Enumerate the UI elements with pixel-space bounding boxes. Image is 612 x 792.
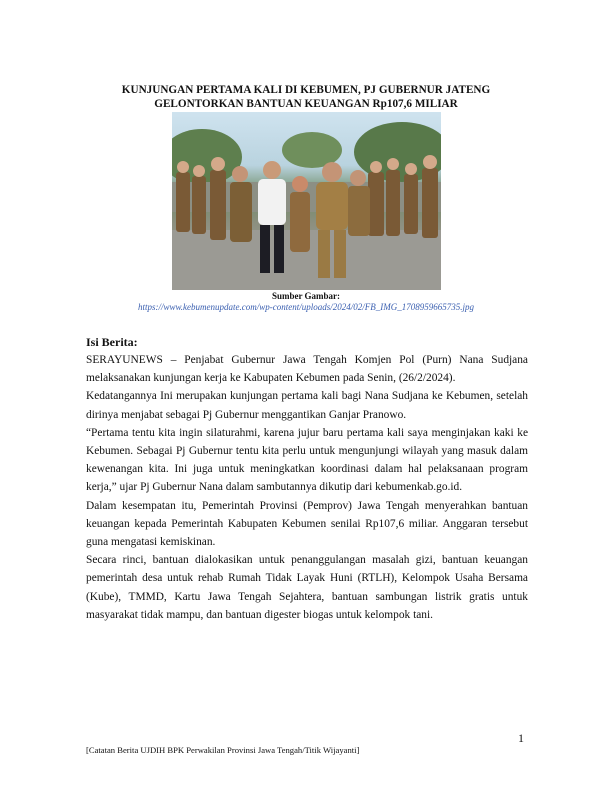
article-body: [86, 351, 528, 624]
news-photo-illustration: [172, 112, 441, 290]
paragraph: Secara rinci, bantuan dialokasikan untuk penanggulangan masalah gizi, bantuan keuangan pemerintah desa untuk rehab Rumah Tidak Layak Huni (RTLH), Kelompok Usaha Bersama (Kube), TMMD, Kartu Jawa Tengah Sejahtera, bantuan sambungan listrik gratis untuk masyarakat tidak mampu, dan bantuan digester biogas untuk kelompok tani.: [86, 554, 528, 621]
paragraph: Kedatangannya Ini merupakan kunjungan pertama kali bagi Nana Sudjana ke Kebumen, setelah dirinya menjabat sebagai Pj Gubernur menggantikan Ganjar Pranowo.: [86, 390, 528, 421]
image-source-label: Sumber Gambar:: [271, 291, 341, 301]
person-hijab: [290, 176, 310, 252]
page-number: 1: [518, 731, 524, 745]
image-source-url[interactable]: https://www.kebumenupdate.com/wp-content/uploads/2024/02/FB_IMG_1708959665735.jpg: [137, 302, 475, 312]
page-title: [90, 83, 522, 111]
title-line-1: KUNJUNGAN PERTAMA KALI DI KEBUMEN, PJ GUBERNUR JATENG: [121, 84, 491, 96]
paragraph: Dalam kesempatan itu, Pemerintah Provinsi (Pemprov) Jawa Tengah menyerahkan bantuan keuangan kepada Pemerintah Kabupaten Kebumen senilai Rp107,6 miliar. Anggaran tersebut guna mengatasi kemiskinan.: [86, 499, 528, 549]
title-line-2: GELONTORKAN BANTUAN KEUANGAN Rp107,6 MILIAR: [154, 98, 458, 110]
person-left: [230, 166, 252, 242]
paragraph: “Pertama tentu kita ingin silaturahmi, karena jujur baru pertama kali saya menginjakan kaki ke Kebumen. Sebagai Pj Gubernur tentu kita perlu untuk mengunjungi wilayah yang masuk dalam kewenangan kita. Ini juga untuk meningkatkan koordinasi dalam hal pelaksanaan program kerja,” ujar Pj Gubernur Nana dalam sambutannya dikutip dari kebumenkab.go.id.: [86, 426, 528, 494]
news-photo: [172, 112, 441, 290]
paragraph: SERAYUNEWS – Penjabat Gubernur Jawa Tengah Komjen Pol (Purn) Nana Sudjana melaksanakan kunjungan kerja ke Kabupaten Kebumen pada Senin, (26/2/2024).: [86, 354, 528, 385]
section-heading: Isi Berita:: [86, 335, 138, 349]
footer-note: [Catatan Berita UJDIH BPK Perwakilan Provinsi Jawa Tengah/Titik Wijayanti]: [86, 745, 360, 755]
person-right: [348, 170, 370, 236]
